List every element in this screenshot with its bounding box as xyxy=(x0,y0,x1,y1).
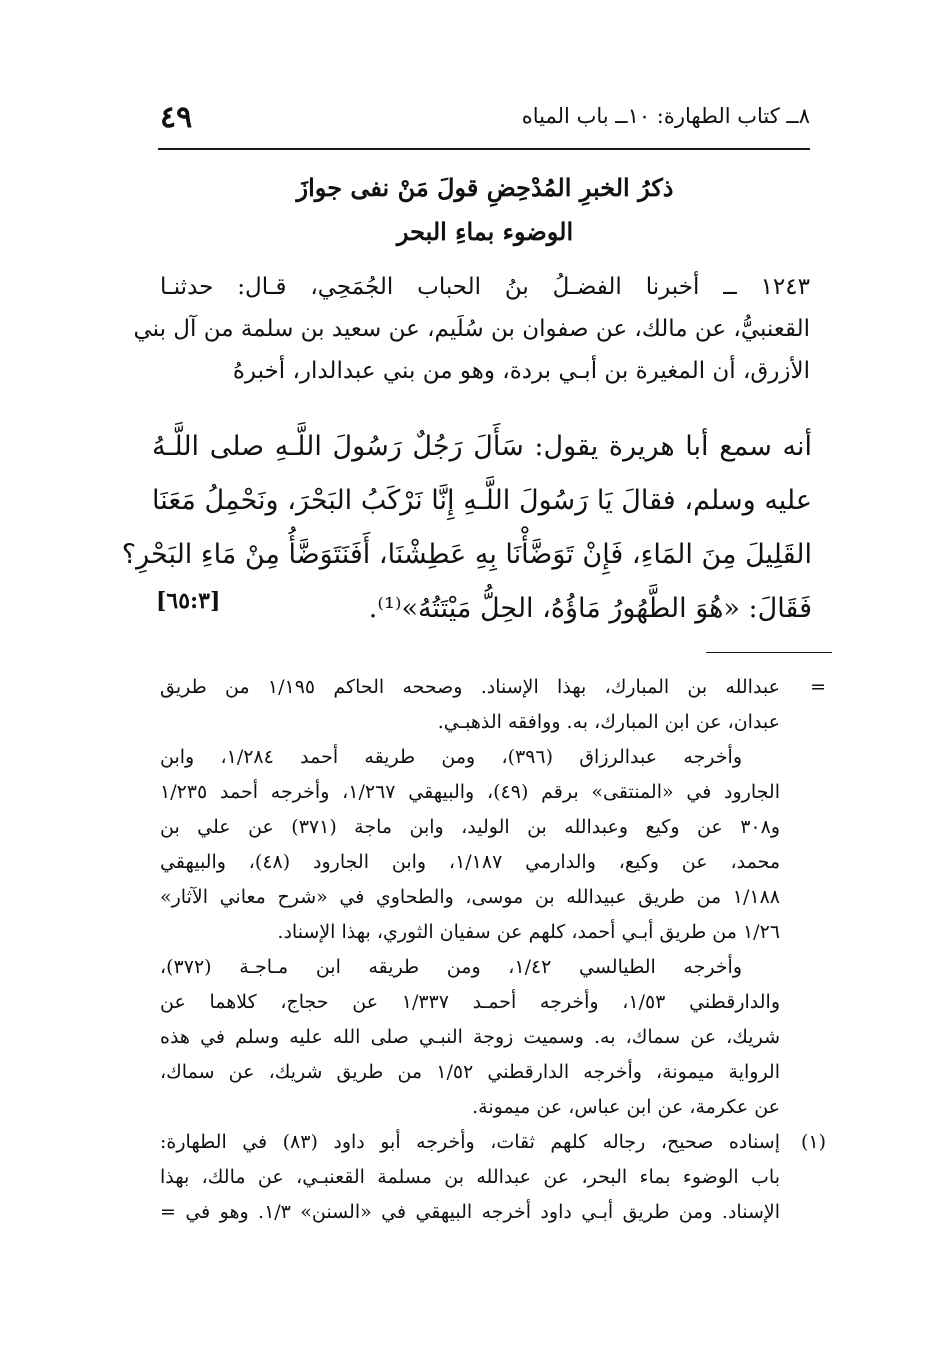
footnote-line: محمد، عن وكيع، والدارمي ١/١٨٧، وابن الجارود (٤٨)، والبيهقي xyxy=(160,851,781,873)
footnotes xyxy=(160,670,826,1230)
section-heading xyxy=(160,166,810,254)
footnote-line: و٣٠٨ عن وكيع وعبدالله بن الوليد، وابن ماجة (٣٧١) عن علي بن xyxy=(160,816,780,838)
footnote-line: الرواية ميمونة، وأخرجه الدارقطني ١/٥٢ من طريق شريك، عن سماك، xyxy=(160,1061,780,1083)
matn-line: عليه وسلم، فقالَ يَا رَسُولَ اللَّـهِ إِنَّا نَرْكَبُ البَحْرَ، ونَحْمِلُ مَعَنَا xyxy=(152,485,812,516)
footnote-line: الجارود في «المنتقى» برقم (٤٩)، والبيهقي ١/٢٦٧، وأخرجه أحمد ١/٢٣٥ xyxy=(160,781,780,803)
matn-line: أنه سمع أبا هريرة يقول: سَأَلَ رَجُلٌ رَسُولَ اللَّـهِ صلى اللَّـهُ xyxy=(152,431,812,462)
continuation-marker: = xyxy=(810,676,826,698)
footnote-line: عبدان، عن ابن المبارك، به. ووافقه الذهبـي. xyxy=(437,711,780,733)
footnote-1 xyxy=(160,1125,826,1230)
footnote-line: شريك، عن سماك، به. وسميت زوجة النبـي صلى الله عليه وسلم في هذه xyxy=(160,1026,780,1048)
footnote-line: ١/٢٦ من طريق أبـي أحمد، كلهم عن سفيان الثوري، بهذا الإسناد. xyxy=(277,921,780,943)
footnote-line: والدارقطني ١/٥٣، وأخرجه أحمـد ١/٣٣٧ عن حجاج، كلاهما عن xyxy=(160,991,780,1013)
chapter-title: ٨ــ كتاب الطهارة: ١٠ــ باب المياه xyxy=(521,104,810,128)
hadith-isnad xyxy=(133,266,810,392)
hadith-reference: [٦٥:٣] xyxy=(156,588,221,614)
matn-line: القَلِيلَ مِنَ المَاءِ، فَإِنْ تَوَضَّأْنَا بِهِ عَطِشْنَا، أَفَنَتَوَضَّأُ مِنْ مَاءِ البَحْرِ؟ xyxy=(121,539,812,570)
running-header xyxy=(160,98,810,146)
footnote-continued xyxy=(160,670,826,740)
isnad-line: الأزرق، أن المغيرة بن أبـي بردة، وهو من بني عبدالدار، أخبرهُ xyxy=(232,358,810,384)
footnote-line: عن عكرمة، عن ابن عباس، عن ميمونة. xyxy=(472,1096,780,1118)
footnote-paragraph xyxy=(160,950,820,1125)
page-number: ٤٩ xyxy=(160,100,193,135)
heading-line-1: ذكرُ الخبرِ المُدْحِضِ قولَ مَنْ نفى جوازَ xyxy=(296,173,674,202)
footnote-line: وأخرجه عبدالرزاق (٣٩٦)، ومن طريقه أحمد ١/٢٨٤، وابن xyxy=(160,746,742,768)
hadith-matn xyxy=(121,420,812,636)
isnad-line: ١٢٤٣ ــ أخبرنا الفضـلُ بنُ الحباب الجُمَحِي، قـال: حدثنـا xyxy=(160,274,810,300)
header-rule xyxy=(158,148,810,150)
footnote-line: إسناده صحيح، رجاله كلهم ثقات، وأخرجه أبو داود (٨٣) في الطهارة: xyxy=(160,1131,780,1153)
footnote-paragraph xyxy=(160,740,820,950)
footnote-line: الإسناد. ومن طريق أبـي داود أخرجه البيهقي في «السنن» ١/٣. وهو في = xyxy=(160,1201,780,1223)
footnote-line: عبدالله بن المبارك، بهذا الإسناد. وصححه الحاكم ١/١٩٥ من طريق xyxy=(160,676,780,698)
matn-line: فَقَالَ: «هُوَ الطَّهُورُ مَاؤُهُ، الحِلُّ مَيْتَتُهُ»⁽¹⁾. xyxy=(368,593,812,624)
isnad-line: القعنبيُّ، عن مالك، عن صفوان بن سُلَيم، عن سعيد بن سلمة من آل بني xyxy=(133,316,810,342)
heading-line-2: الوضوء بماءِ البحر xyxy=(396,217,574,246)
footnote-line: ١/١٨٨ من طريق عبيدالله بن موسى، والطحاوي في «شرح معاني الآثار» xyxy=(160,886,780,908)
footnote-rule xyxy=(706,652,832,653)
footnote-line: وأخرجه الطيالسي ١/٤٢، ومن طريقه ابن مـاجـة (٣٧٢)، xyxy=(160,956,743,978)
footnote-number: (١) xyxy=(800,1131,826,1153)
footnote-line: باب الوضوء بماء البحر، عن عبدالله بن مسلمة القعنبـي، عن مالك، بهذا xyxy=(160,1166,780,1188)
